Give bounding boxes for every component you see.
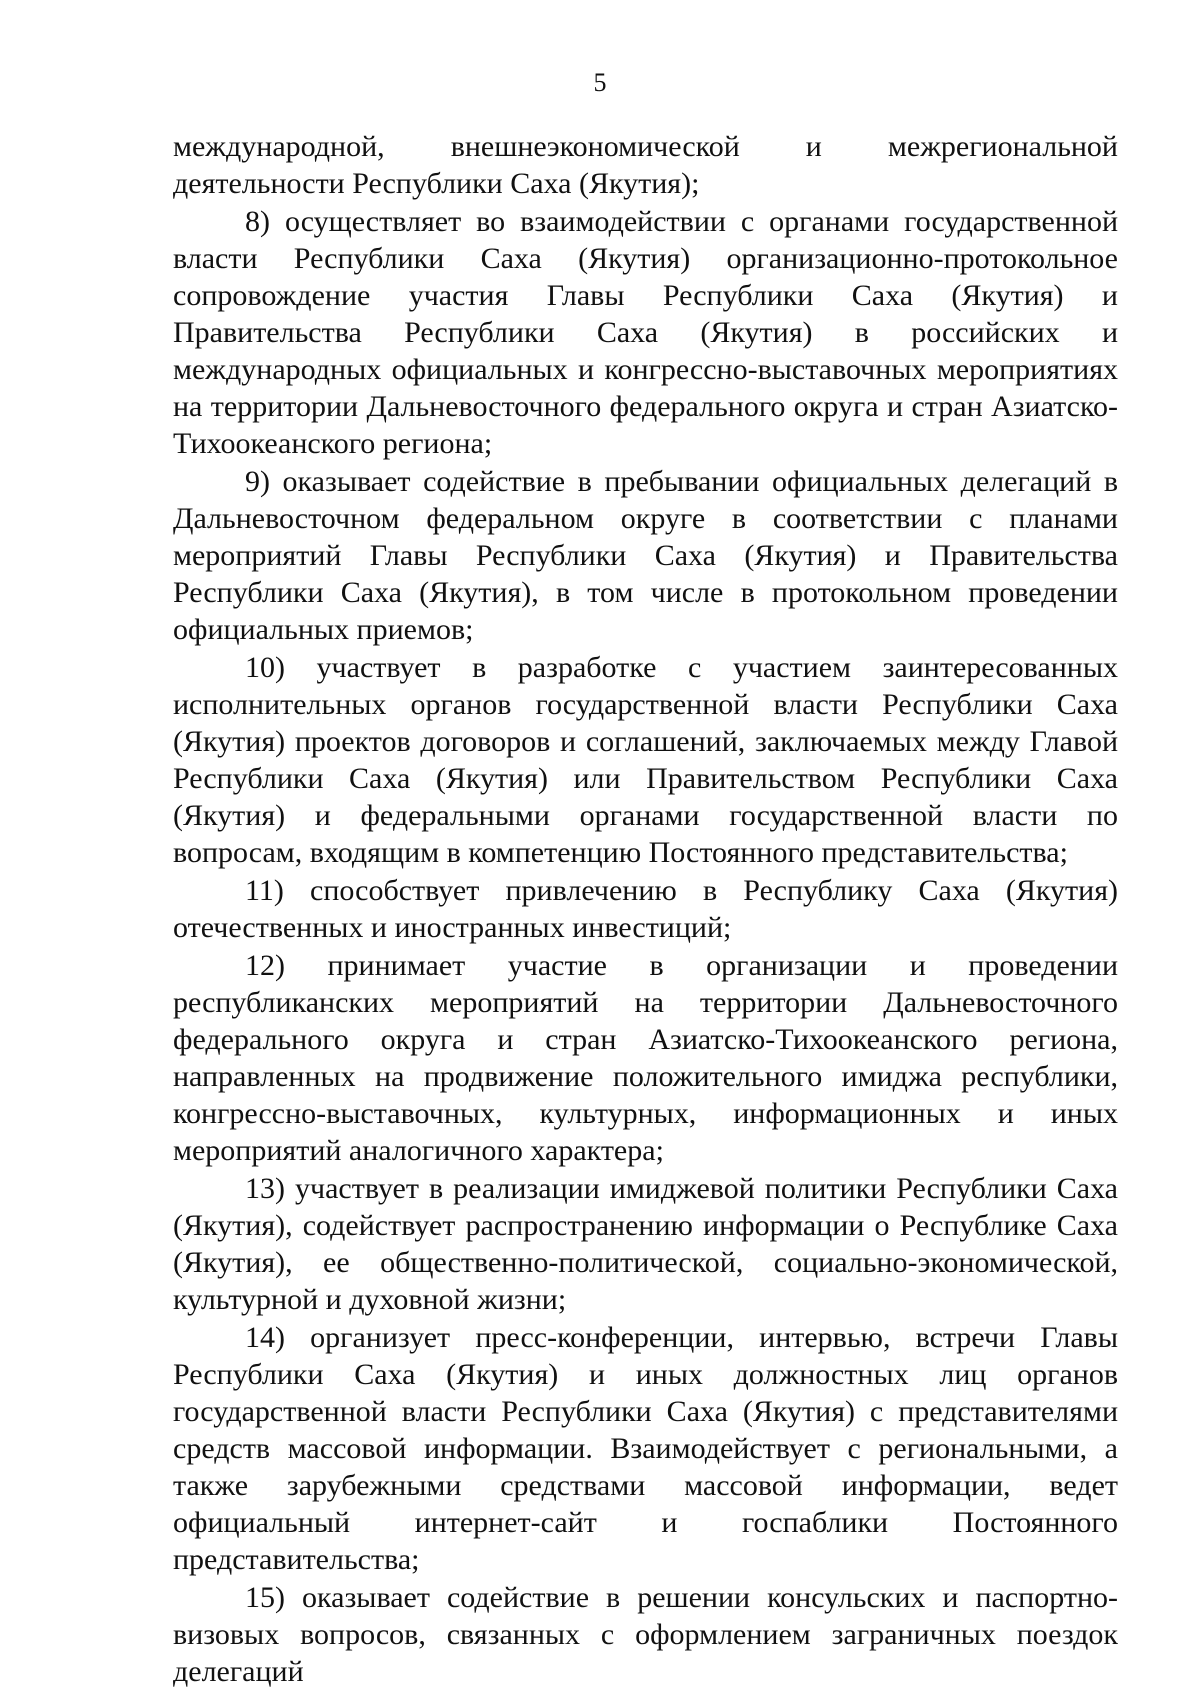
- document-body: [173, 128, 1118, 1691]
- paragraph-continuation: международной, внешнеэкономической и межрегиональной деятельности Республики Саха (Якутия);: [173, 130, 1118, 200]
- paragraph-item-8: 8) осуществляет во взаимодействии с органами государственной власти Республики Саха (Якутия) организационно-протокольное сопровождение участия Главы Республики Саха (Якутия) и Правительства Республики Саха (Якутия) в российских и международных официальных и конгрессно-выставочных мероприятиях на территории Дальневосточного федерального округа и стран Азиатско-Тихоокеанского региона;: [173, 205, 1118, 460]
- paragraph-item-10: 10) участвует в разработке с участием заинтересованных исполнительных органов государственной власти Республики Саха (Якутия) проектов договоров и соглашений, заключаемых между Главой Республики Саха (Якутия) или Правительством Республики Саха (Якутия) и федеральными органами государственной власти по вопросам, входящим в компетенцию Постоянного представительства;: [173, 651, 1118, 869]
- paragraph-item-11: 11) способствует привлечению в Республику Саха (Якутия) отечественных и иностранных инвестиций;: [173, 874, 1118, 944]
- paragraph-item-15: 15) оказывает содействие в решении консульских и паспортно-визовых вопросов, связанных с оформлением заграничных поездок делегаций: [173, 1581, 1118, 1688]
- paragraph-item-14: 14) организует пресс-конференции, интервью, встречи Главы Республики Саха (Якутия) и иных должностных лиц органов государственной власти Республики Саха (Якутия) с представителями средств массовой информации. Взаимодействует с региональными, а также зарубежными средствами массовой информации, ведет официальный интернет-сайт и госпаблики Постоянного представительства;: [173, 1321, 1118, 1576]
- paragraph-item-9: 9) оказывает содействие в пребывании официальных делегаций в Дальневосточном федеральном округе в соответствии с планами мероприятий Главы Республики Саха (Якутия) и Правительства Республики Саха (Якутия), в том числе в протокольном проведении официальных приемов;: [173, 465, 1118, 646]
- paragraph-item-12: 12) принимает участие в организации и проведении республиканских мероприятий на территории Дальневосточного федерального округа и стран Азиатско-Тихоокеанского региона, направленных на продвижение положительного имиджа республики, конгрессно-выставочных, культурных, информационных и иных мероприятий аналогичного характера;: [173, 949, 1118, 1167]
- paragraph-item-13: 13) участвует в реализации имиджевой политики Республики Саха (Якутия), содействует распространению информации о Республике Саха (Якутия), ее общественно-политической, социально-экономической, культурной и духовной жизни;: [173, 1172, 1118, 1316]
- page-number: 5: [593, 68, 607, 97]
